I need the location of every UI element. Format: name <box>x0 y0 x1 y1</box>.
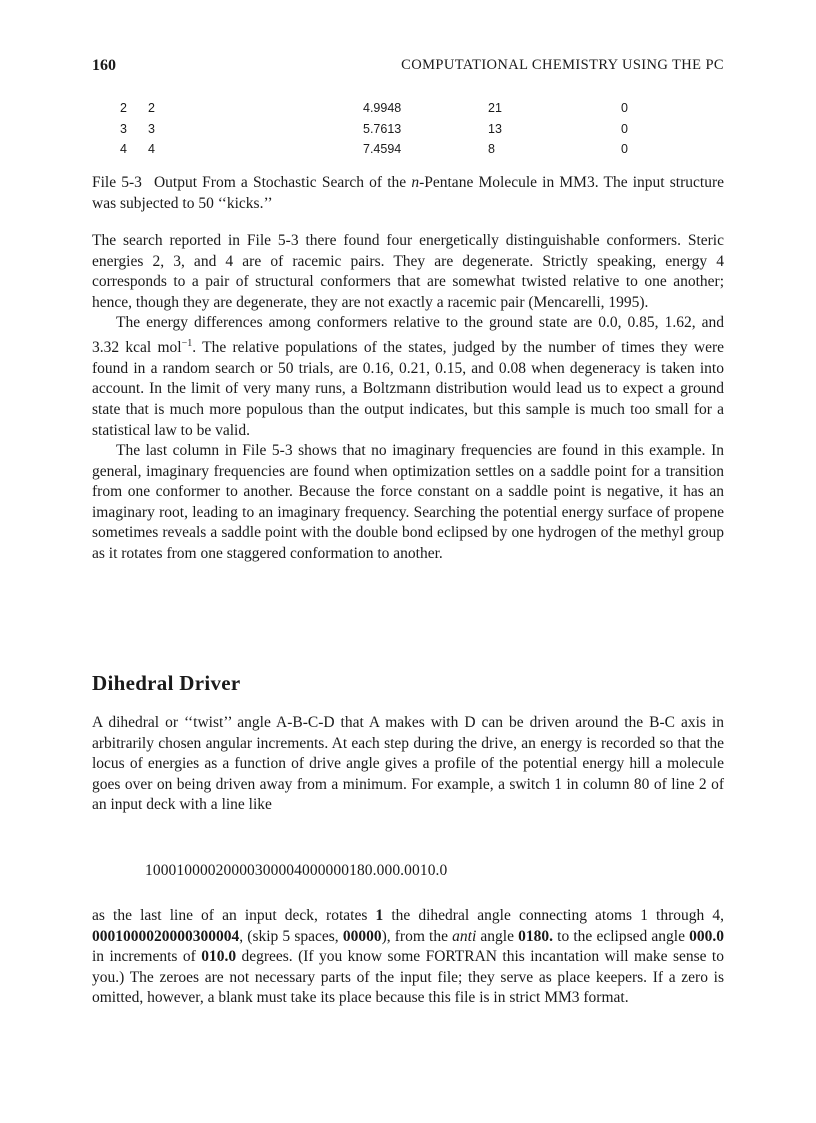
caption-text-rest: -Pentane Molecule in MM3. The input structure was subjected to 50 ‘‘kicks.’’ <box>92 174 724 212</box>
table-cell: 4 <box>120 142 127 157</box>
paragraph: The last column in File 5-3 shows that no imaginary frequencies are found in this example. In general, imaginary frequencies are found when optimization settles on a saddle point for a transition from one conformer to another. Because the force constant on a saddle point is negative, it has an imaginary root, leading to an imaginary frequency. Searching the potential energy surface of propene sometimes reveals a saddle point with the double bond eclipsed by one hydrogen of the methyl group as it rotates from one staggered conformation to another. <box>92 442 724 563</box>
table-cell: 3 <box>120 121 127 136</box>
output-table <box>92 98 651 160</box>
table-cell: 5.7613 <box>363 121 402 136</box>
paragraph <box>92 906 724 1009</box>
page-header <box>92 57 724 79</box>
paragraph-text: , (skip 5 spaces, <box>239 927 343 945</box>
table-cell: 0 <box>621 142 628 157</box>
paragraph: The search reported in File 5-3 there found four energetically distinguishable conformers. Steric energies 2, 3, and 4 are of racemic pairs. They are degenerate. Strictly speaking, energy 4 corresponds to a pair of structural conformers that are somewhat twisted relative to one another; hence, though they are degenerate, they are not exactly a racemic pair (Mencarelli, 1995). <box>92 232 724 311</box>
paragraph-text: to the eclipsed angle <box>553 927 690 945</box>
italic-text: anti <box>452 927 477 945</box>
body-text-block <box>92 906 724 1009</box>
paragraph-text: The energy differences among conformers relative to the ground state are 0.0, 0.85, 1.62, and 3.32 kcal mol <box>92 314 724 357</box>
paragraph: A dihedral or ‘‘twist’’ angle A-B-C-D that A makes with D can be driven around the B-C axis in arbitrarily chosen angular increments. At each step during the drive, an energy is recorded so that the locus of energies as a function of drive angle gives a profile of the potential energy hill a molecule goes over on being driven away from a minimum. For example, a switch 1 in column 80 of line 2 of an input deck with a line like <box>92 714 724 814</box>
table-cell: 0 <box>621 121 628 136</box>
bold-text: 000.0 <box>689 927 724 945</box>
bold-text: 1 <box>375 907 384 924</box>
caption-italic: n <box>411 174 420 191</box>
table-row <box>92 119 651 140</box>
paragraph-text: ), from the <box>381 927 453 945</box>
body-text-block <box>92 231 724 565</box>
table-cell: 0 <box>621 101 628 116</box>
paragraph-text: in increments of <box>92 948 202 966</box>
body-text-block <box>92 713 724 816</box>
table-cell: 21 <box>488 101 502 116</box>
caption-text: Output From a Stochastic Search of the <box>153 174 412 191</box>
paragraph-text: degrees. (If you know some FORTRAN this incantation will make sense to you.) The zeroes are not necessary parts of the input file; they serve as place keepers. If a zero is omitted, however, a blank must take its place because this file is in strict MM3 format. <box>92 948 724 1007</box>
table-row <box>92 139 651 160</box>
paragraph-text: the dihedral angle connecting atoms 1 through 4, <box>383 907 725 924</box>
running-title: COMPUTATIONAL CHEMISTRY USING THE PC <box>401 57 724 73</box>
bold-text: 0001000020000300004 <box>92 927 240 945</box>
caption-label: File 5-3 <box>92 174 142 191</box>
table-cell: 2 <box>120 101 127 116</box>
paragraph-text: angle <box>476 927 519 945</box>
bold-text: 00000 <box>342 927 382 945</box>
table-cell: 4 <box>148 142 155 157</box>
table-cell: 3 <box>148 121 155 136</box>
section-heading: Dihedral Driver <box>92 671 241 695</box>
table-cell: 4.9948 <box>363 101 402 116</box>
table-cell: 2 <box>148 101 155 116</box>
paragraph-text: . The relative populations of the states, judged by the number of times they were found in a random search or 50 trials, are 0.16, 0.21, 0.15, and 0.08 when degeneracy is taken into account. In the limit of very many runs, a Boltzmann distribution would lead us to expect a ground state that is much more populous than the output indicates, but this sample is much too small for a statistical law to be valid. <box>92 339 724 439</box>
figure-caption <box>92 172 724 214</box>
table-cell: 13 <box>488 121 502 136</box>
table-cell: 7.4594 <box>363 142 402 157</box>
input-deck-line: 10001000020000300004000000180.000.0010.0 <box>145 862 448 879</box>
bold-text: 010.0 <box>201 948 237 966</box>
page-number: 160 <box>92 57 116 74</box>
table-cell: 8 <box>488 142 495 157</box>
bold-text: 0180. <box>518 927 554 945</box>
paragraph-text: as the last line of an input deck, rotates <box>92 907 376 924</box>
superscript: −1 <box>181 337 193 349</box>
paragraph <box>92 313 724 441</box>
table-row <box>92 98 651 119</box>
